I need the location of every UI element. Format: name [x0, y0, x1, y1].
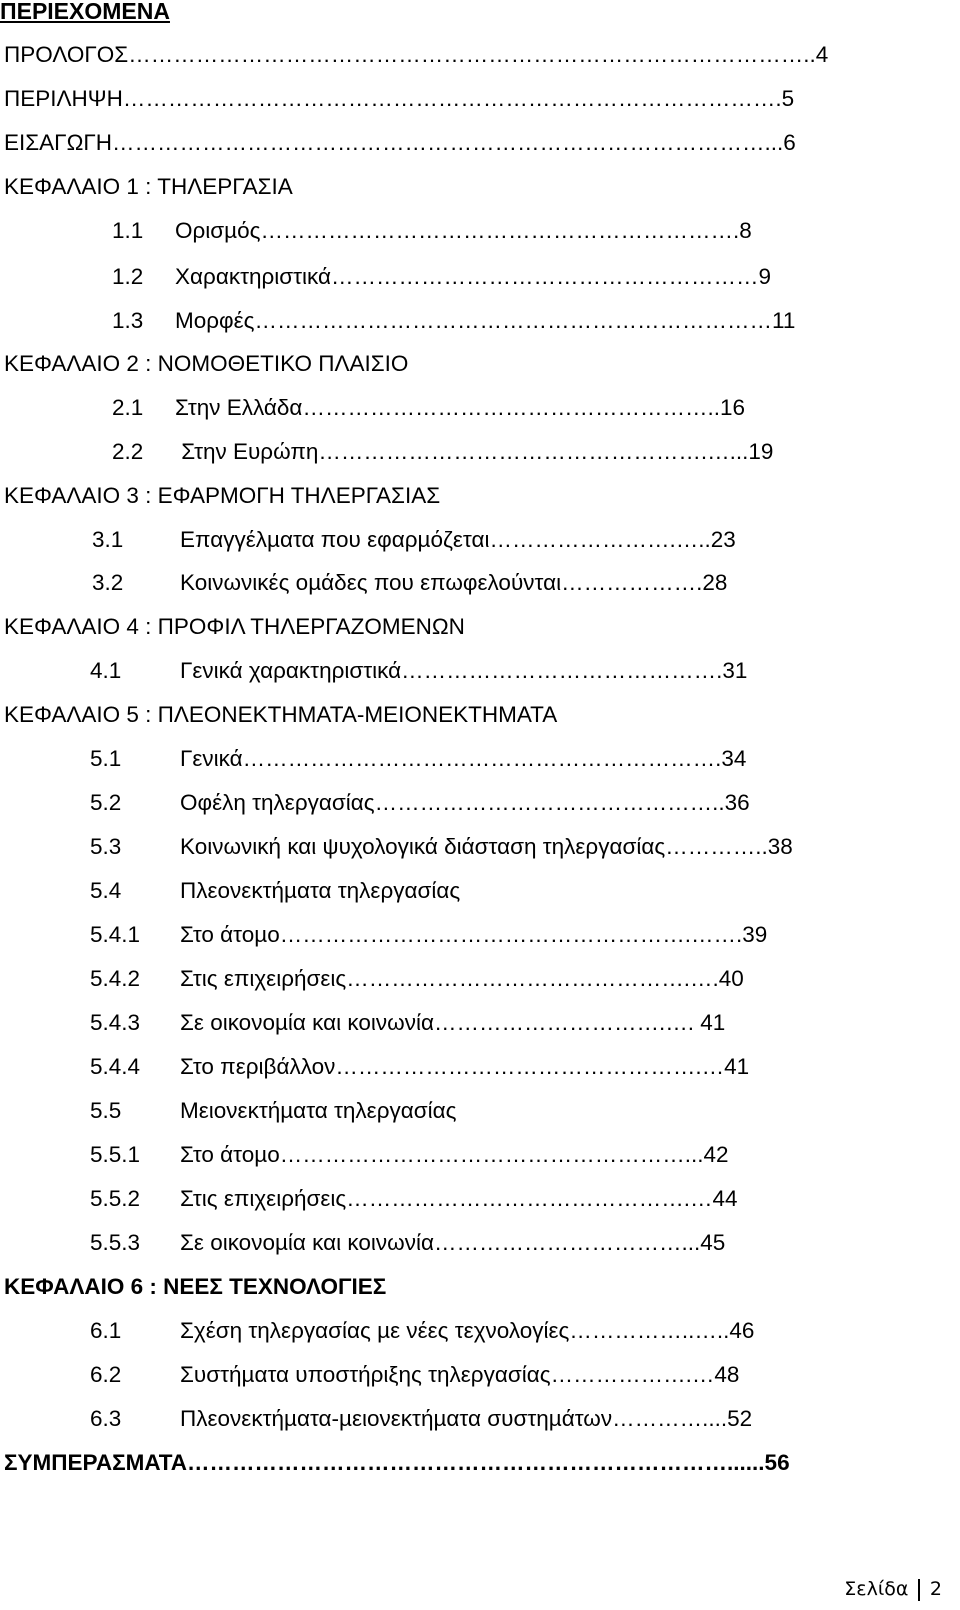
toc-entry-text: Σχέση τηλεργασίας µε νέες τεχνολογίες……………..…..46	[180, 1318, 755, 1343]
page-footer	[844, 1578, 942, 1601]
toc-entry-number: 5.5.1	[90, 1142, 141, 1167]
toc-entry-text: Στις επιχειρήσεις……………………………………….….40	[180, 966, 744, 991]
toc-entry-number: 3.2	[92, 570, 124, 595]
toc-title: ΠΕΡΙΕΧΟΜΕΝΑ	[0, 0, 170, 24]
toc-entry-number: 6.3	[90, 1406, 122, 1431]
toc-entry-text: Οφέλη τηλεργασίας………………………………………..36	[180, 790, 750, 815]
toc-entry-text: Συστήµατα υποστήριξης τηλεργασίας……………….…48	[180, 1362, 740, 1387]
toc-entry-text: Πλεονεκτήµατα τηλεργασίας	[180, 878, 461, 903]
toc-entry-text: Ορισµός……………………………………………………….8	[175, 218, 752, 243]
toc-entry-text: Στο άτοµο………………………………………………...42	[180, 1142, 729, 1167]
toc-entry-text: ΚΕΦΑΛΑΙΟ 5 : ΠΛΕΟΝΕΚΤΗΜΑΤΑ-ΜΕΙΟΝΕΚΤΗΜΑΤΑ	[4, 702, 558, 727]
toc-entry-text: Στο περιβάλλον………………………………………….…41	[180, 1054, 750, 1079]
toc-entry-text: Μορφές……………………………………………………………11	[175, 308, 796, 333]
toc-entry-text: Γενικά……………………………………………………….34	[180, 746, 747, 771]
toc-entry-number: 2.2	[112, 439, 144, 464]
footer-page-number: 2	[929, 1578, 942, 1600]
toc-entry-number: 4.1	[90, 658, 122, 683]
toc-entry-number: 5.5.2	[90, 1186, 141, 1211]
toc-entry-text: Μειονεκτήµατα τηλεργασίας	[180, 1098, 457, 1123]
toc-entry-number: 5.5	[90, 1098, 122, 1123]
toc-entry-text: ΚΕΦΑΛΑΙΟ 3 : ΕΦΑΡΜΟΓΗ ΤΗΛΕΡΓΑΣΙΑΣ	[4, 483, 441, 508]
toc-entry-number: 3.1	[92, 527, 124, 552]
toc-entry-text: ΕΙΣΑΓΩΓΗ……………………………………………………………………………...6	[4, 130, 796, 155]
toc-entry-number: 1.1	[112, 218, 144, 243]
toc-entry-text: Κοινωνική και ψυχολογικά διάσταση τηλεργασίας…………..38	[180, 834, 793, 859]
toc-entry-number: 6.1	[90, 1318, 122, 1343]
toc-entry-text: Στις επιχειρήσεις……………………………………….…44	[180, 1186, 738, 1211]
toc-entry-number: 1.3	[112, 308, 144, 333]
toc-entry-number: 5.3	[90, 834, 122, 859]
toc-entry-text: Γενικά χαρακτηριστικά…………………………………….31	[180, 658, 748, 683]
toc-entry-number: 5.5.3	[90, 1230, 141, 1255]
toc-entry-number: 5.2	[90, 790, 122, 815]
toc-entry-text: ΚΕΦΑΛΑΙΟ 4 : ΠΡΟΦΙΛ ΤΗΛΕΡΓΑΖΟΜΕΝΩΝ	[4, 614, 465, 639]
toc-entry-text: Κοινωνικές οµάδες που επωφελούνται……………….28	[180, 570, 728, 595]
toc-entry-number: 2.1	[112, 395, 144, 420]
toc-entry-text: ΚΕΦΑΛΑΙΟ 2 : ΝΟΜΟΘΕΤΙΚΟ ΠΛΑΙΣΙΟ	[4, 351, 409, 376]
toc-entry-number: 5.4.3	[90, 1010, 141, 1035]
toc-entry-text: Σε οικονοµία και κοινωνία……………………………...45	[180, 1230, 726, 1255]
toc-entry-text: ΚΕΦΑΛΑΙΟ 6 : ΝΕΕΣ ΤΕΧΝΟΛΟΓΙΕΣ	[4, 1274, 387, 1299]
toc-entry-text: Στην Ελλάδα………………………………………………..16	[175, 395, 745, 420]
toc-entry-number: 5.1	[90, 746, 122, 771]
toc-entry-number: 6.2	[90, 1362, 122, 1387]
footer-divider	[918, 1579, 920, 1601]
toc-entry-text: Στην Ευρώπη…………………………………………….…...19	[175, 439, 774, 464]
toc-entry-text: ΠΡΟΛΟΓΟΣ………………………………………………………………………………..4	[4, 42, 829, 67]
toc-entry-text: Σε οικονοµία και κοινωνία………………………….…. 41	[180, 1010, 726, 1035]
toc-entry-text: ΠΕΡΙΛΗΨΗ…………………………………………………………………………….5	[4, 86, 795, 111]
toc-entry-text: Χαρακτηριστικά…………………………………………………9	[175, 264, 772, 289]
toc-entry-number: 5.4	[90, 878, 122, 903]
toc-entry-text: Επαγγέλµατα που εφαρµόζεται…………………….…..23	[180, 527, 736, 552]
toc-entry-text: ΚΕΦΑΛΑΙΟ 1 : ΤΗΛΕΡΓΑΣΙΑ	[4, 174, 293, 199]
toc-entry-text: ΣΥΜΠΕΡΑΣΜΑΤΑ………………………………………………………………......56	[4, 1450, 790, 1475]
toc-entry-text: Στο άτοµο……………………………………………….…….39	[180, 922, 768, 947]
toc-entry-number: 5.4.1	[90, 922, 141, 947]
toc-entry-number: 5.4.2	[90, 966, 141, 991]
toc-entry-text: Πλεονεκτήµατα-µειονεκτήµατα συστηµάτων…………....52	[180, 1406, 753, 1431]
toc-entry-number: 1.2	[112, 264, 144, 289]
footer-label: Σελίδα	[844, 1578, 909, 1600]
toc-entry-number: 5.4.4	[90, 1054, 141, 1079]
